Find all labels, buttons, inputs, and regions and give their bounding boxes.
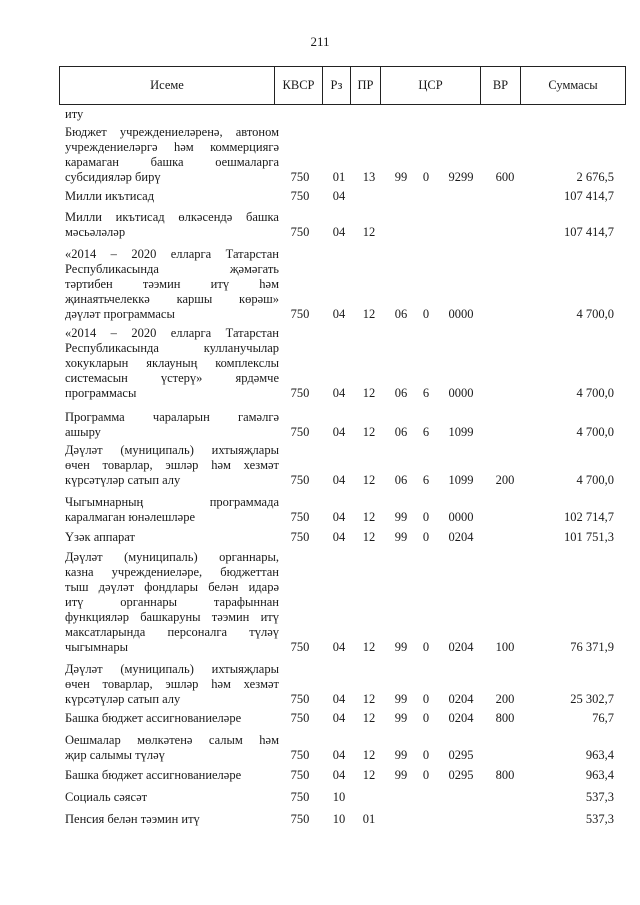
row-name [65,125,279,185]
amount-cell: 4 700,0 [576,425,614,439]
rz-cell: 04 [332,510,346,524]
row-name-line: максатларында персоналга түләү [65,625,279,639]
row-name-line: ашыру [65,425,101,439]
row-name [65,443,279,488]
row-name [65,247,279,322]
row-name-line: күрсәтүләр сатып алу [65,692,181,706]
vr-cell: 100 [495,640,515,654]
row-name [65,210,279,240]
amount-cell: 25 302,7 [570,692,614,706]
kvsr-cell: 750 [290,812,310,826]
row-name [65,189,279,204]
pr-cell: 12 [362,711,376,725]
row-name-line: Дәүләт (муниципаль) органнары, [65,550,279,564]
csr-direction-cell: 0000 [448,510,474,524]
csr-program-cell: 99 [394,510,408,524]
csr-subprogram-cell: 0 [422,692,430,706]
pr-cell: 12 [362,386,376,400]
kvsr-cell: 750 [290,425,310,439]
rz-cell: 01 [332,170,346,184]
csr-subprogram-cell: 0 [422,510,430,524]
page-number: 211 [310,34,330,49]
row-name [65,711,279,726]
csr-program-cell: 06 [394,425,408,439]
row-name-line: казна учреждениеләре, бюджеттан [65,565,279,579]
row-name-line: субсидияләр бирү [65,170,161,184]
rz-cell: 04 [332,530,346,544]
amount-cell: 4 700,0 [576,473,614,487]
column-header-vr: ВР [481,67,521,105]
row-name-line: Пенсия белән тәэмин итү [65,812,200,826]
kvsr-cell: 750 [290,189,310,203]
amount-cell: 4 700,0 [576,386,614,400]
csr-subprogram-cell: 0 [422,768,430,782]
row-name-line: карамаган башка оешмаларга [65,155,279,169]
csr-program-cell: 99 [394,170,408,184]
row-name-line: тәртибен тәэмин итү һәм [65,277,279,291]
row-name-line: Башка бюджет ассигнованиеләре [65,711,242,725]
row-name-line: өчен товарлар, эшләр һәм хезмәт [65,458,279,472]
column-header-name: Исеме [60,67,275,105]
rz-cell: 04 [332,711,346,725]
kvsr-cell: 750 [290,640,310,654]
row-name [65,790,279,805]
amount-cell: 107 414,7 [564,189,614,203]
vr-cell: 200 [495,473,515,487]
pr-cell: 12 [362,768,376,782]
row-name-line: Милли икътисад [65,189,155,203]
row-name [65,326,279,401]
row-name-line: дәүләт программасы [65,307,175,321]
csr-direction-cell: 9299 [448,170,474,184]
csr-subprogram-cell: 6 [422,473,430,487]
csr-direction-cell: 0000 [448,386,474,400]
csr-direction-cell: 0295 [448,748,474,762]
pr-cell: 12 [362,425,376,439]
row-name-line: Чыгымнарның программада [65,495,279,509]
row-name-line: хокукларын яклауның комплекслы [65,356,279,370]
rz-cell: 04 [332,768,346,782]
row-name [65,410,279,440]
row-name-line: иту [65,107,84,121]
row-name-line: җир салымы түләү [65,748,165,762]
row-name-line: системасын үстерү» ярдәмче [65,371,279,385]
row-name-line: итү органнары тарафыннан [65,595,279,609]
kvsr-cell: 750 [290,473,310,487]
rz-cell: 04 [332,225,346,239]
row-name-line: «2014 – 2020 елларга Татарстан [65,326,279,340]
amount-cell: 102 714,7 [564,510,614,524]
kvsr-cell: 750 [290,530,310,544]
row-name-line: Бюджет учреждениеләренә, автоном [65,125,279,139]
csr-direction-cell: 0204 [448,640,474,654]
csr-program-cell: 99 [394,711,408,725]
vr-cell: 600 [495,170,515,184]
rz-cell: 04 [332,748,346,762]
row-name-line: Республикасында кулланучылар [65,341,279,355]
rz-cell: 10 [332,812,346,826]
column-header-sum: Суммасы [521,67,626,105]
row-name-line: «2014 – 2020 елларга Татарстан [65,247,279,261]
csr-subprogram-cell: 0 [422,711,430,725]
csr-subprogram-cell: 6 [422,425,430,439]
csr-subprogram-cell: 0 [422,307,430,321]
row-name [65,768,279,783]
row-name-line: программасы [65,386,137,400]
kvsr-cell: 750 [290,711,310,725]
rz-cell: 04 [332,473,346,487]
row-name-line: Башка бюджет ассигнованиеләре [65,768,242,782]
column-header-kvsr: КВСР [275,67,323,105]
csr-direction-cell: 0204 [448,692,474,706]
csr-program-cell: 06 [394,307,408,321]
pr-cell: 12 [362,225,376,239]
csr-direction-cell: 0204 [448,530,474,544]
vr-cell: 800 [495,711,515,725]
amount-cell: 963,4 [585,748,614,762]
row-name-line: учреждениеләргә һәм коммерциягә [65,140,279,154]
kvsr-cell: 750 [290,510,310,524]
pr-cell: 12 [362,510,376,524]
amount-cell: 107 414,7 [564,225,614,239]
row-name-line: Милли икътисад өлкәсендә башка [65,210,279,224]
pr-cell: 13 [362,170,376,184]
amount-cell: 4 700,0 [576,307,614,321]
row-name [65,530,279,545]
vr-cell: 800 [495,768,515,782]
csr-subprogram-cell: 6 [422,386,430,400]
row-name-line: Социаль сәясәт [65,790,148,804]
amount-cell: 963,4 [585,768,614,782]
pr-cell: 12 [362,692,376,706]
column-header-csr: ЦСР [381,67,481,105]
row-name-line: каралмаган юнәлешләре [65,510,196,524]
csr-program-cell: 06 [394,473,408,487]
amount-cell: 76,7 [592,711,614,725]
pr-cell: 12 [362,640,376,654]
row-name-line: Дәүләт (муниципаль) ихтыяҗлары [65,443,279,457]
pr-cell: 12 [362,748,376,762]
kvsr-cell: 750 [290,225,310,239]
csr-program-cell: 99 [394,768,408,782]
rz-cell: 04 [332,640,346,654]
row-name-line: Республикасында җәмәгать [65,262,279,276]
amount-cell: 2 676,5 [576,170,614,184]
rz-cell: 04 [332,386,346,400]
pr-cell: 12 [362,530,376,544]
row-name [65,495,279,525]
kvsr-cell: 750 [290,170,310,184]
row-name [65,733,279,763]
kvsr-cell: 750 [290,748,310,762]
csr-program-cell: 99 [394,640,408,654]
csr-subprogram-cell: 0 [422,170,430,184]
rz-cell: 04 [332,189,346,203]
pr-cell: 01 [362,812,376,826]
kvsr-cell: 750 [290,307,310,321]
rz-cell: 04 [332,692,346,706]
row-name-line: Дәүләт (муниципаль) ихтыяҗлары [65,662,279,676]
csr-direction-cell: 0000 [448,307,474,321]
csr-direction-cell: 0204 [448,711,474,725]
row-name-line: функцияләр башкаруны тәэмин итү [65,610,279,624]
column-header-pr: ПР [351,67,381,105]
csr-program-cell: 06 [394,386,408,400]
rz-cell: 04 [332,425,346,439]
row-name-line: Программа чараларын гамәлгә [65,410,279,424]
amount-cell: 537,3 [585,812,614,826]
pr-cell: 12 [362,307,376,321]
row-name-line: мәсьәләләр [65,225,126,239]
csr-program-cell: 99 [394,530,408,544]
row-name [65,550,279,655]
csr-program-cell: 99 [394,748,408,762]
row-name [65,662,279,707]
rz-cell: 04 [332,307,346,321]
row-name [65,812,279,827]
row-name-line: Оешмалар мөлкәтенә салым һәм [65,733,279,747]
kvsr-cell: 750 [290,386,310,400]
amount-cell: 101 751,3 [564,530,614,544]
csr-subprogram-cell: 0 [422,530,430,544]
row-name [65,107,279,122]
row-name-line: өчен товарлар, эшләр һәм хезмәт [65,677,279,691]
csr-subprogram-cell: 0 [422,640,430,654]
row-name-line: Үзәк аппарат [65,530,135,544]
csr-program-cell: 99 [394,692,408,706]
csr-direction-cell: 1099 [448,425,474,439]
csr-subprogram-cell: 0 [422,748,430,762]
csr-direction-cell: 1099 [448,473,474,487]
row-name-line: чыгымнары [65,640,129,654]
vr-cell: 200 [495,692,515,706]
kvsr-cell: 750 [290,790,310,804]
pr-cell: 12 [362,473,376,487]
amount-cell: 76 371,9 [570,640,614,654]
row-name-line: тыш дәүләт фондлары белән идарә [65,580,279,594]
amount-cell: 537,3 [585,790,614,804]
row-name-line: җинаятьчелеккә каршы көрәш» [65,292,279,306]
row-name-line: күрсәтүләр сатып алу [65,473,181,487]
csr-direction-cell: 0295 [448,768,474,782]
column-header-rz: Рз [323,67,351,105]
rz-cell: 10 [332,790,346,804]
kvsr-cell: 750 [290,692,310,706]
kvsr-cell: 750 [290,768,310,782]
